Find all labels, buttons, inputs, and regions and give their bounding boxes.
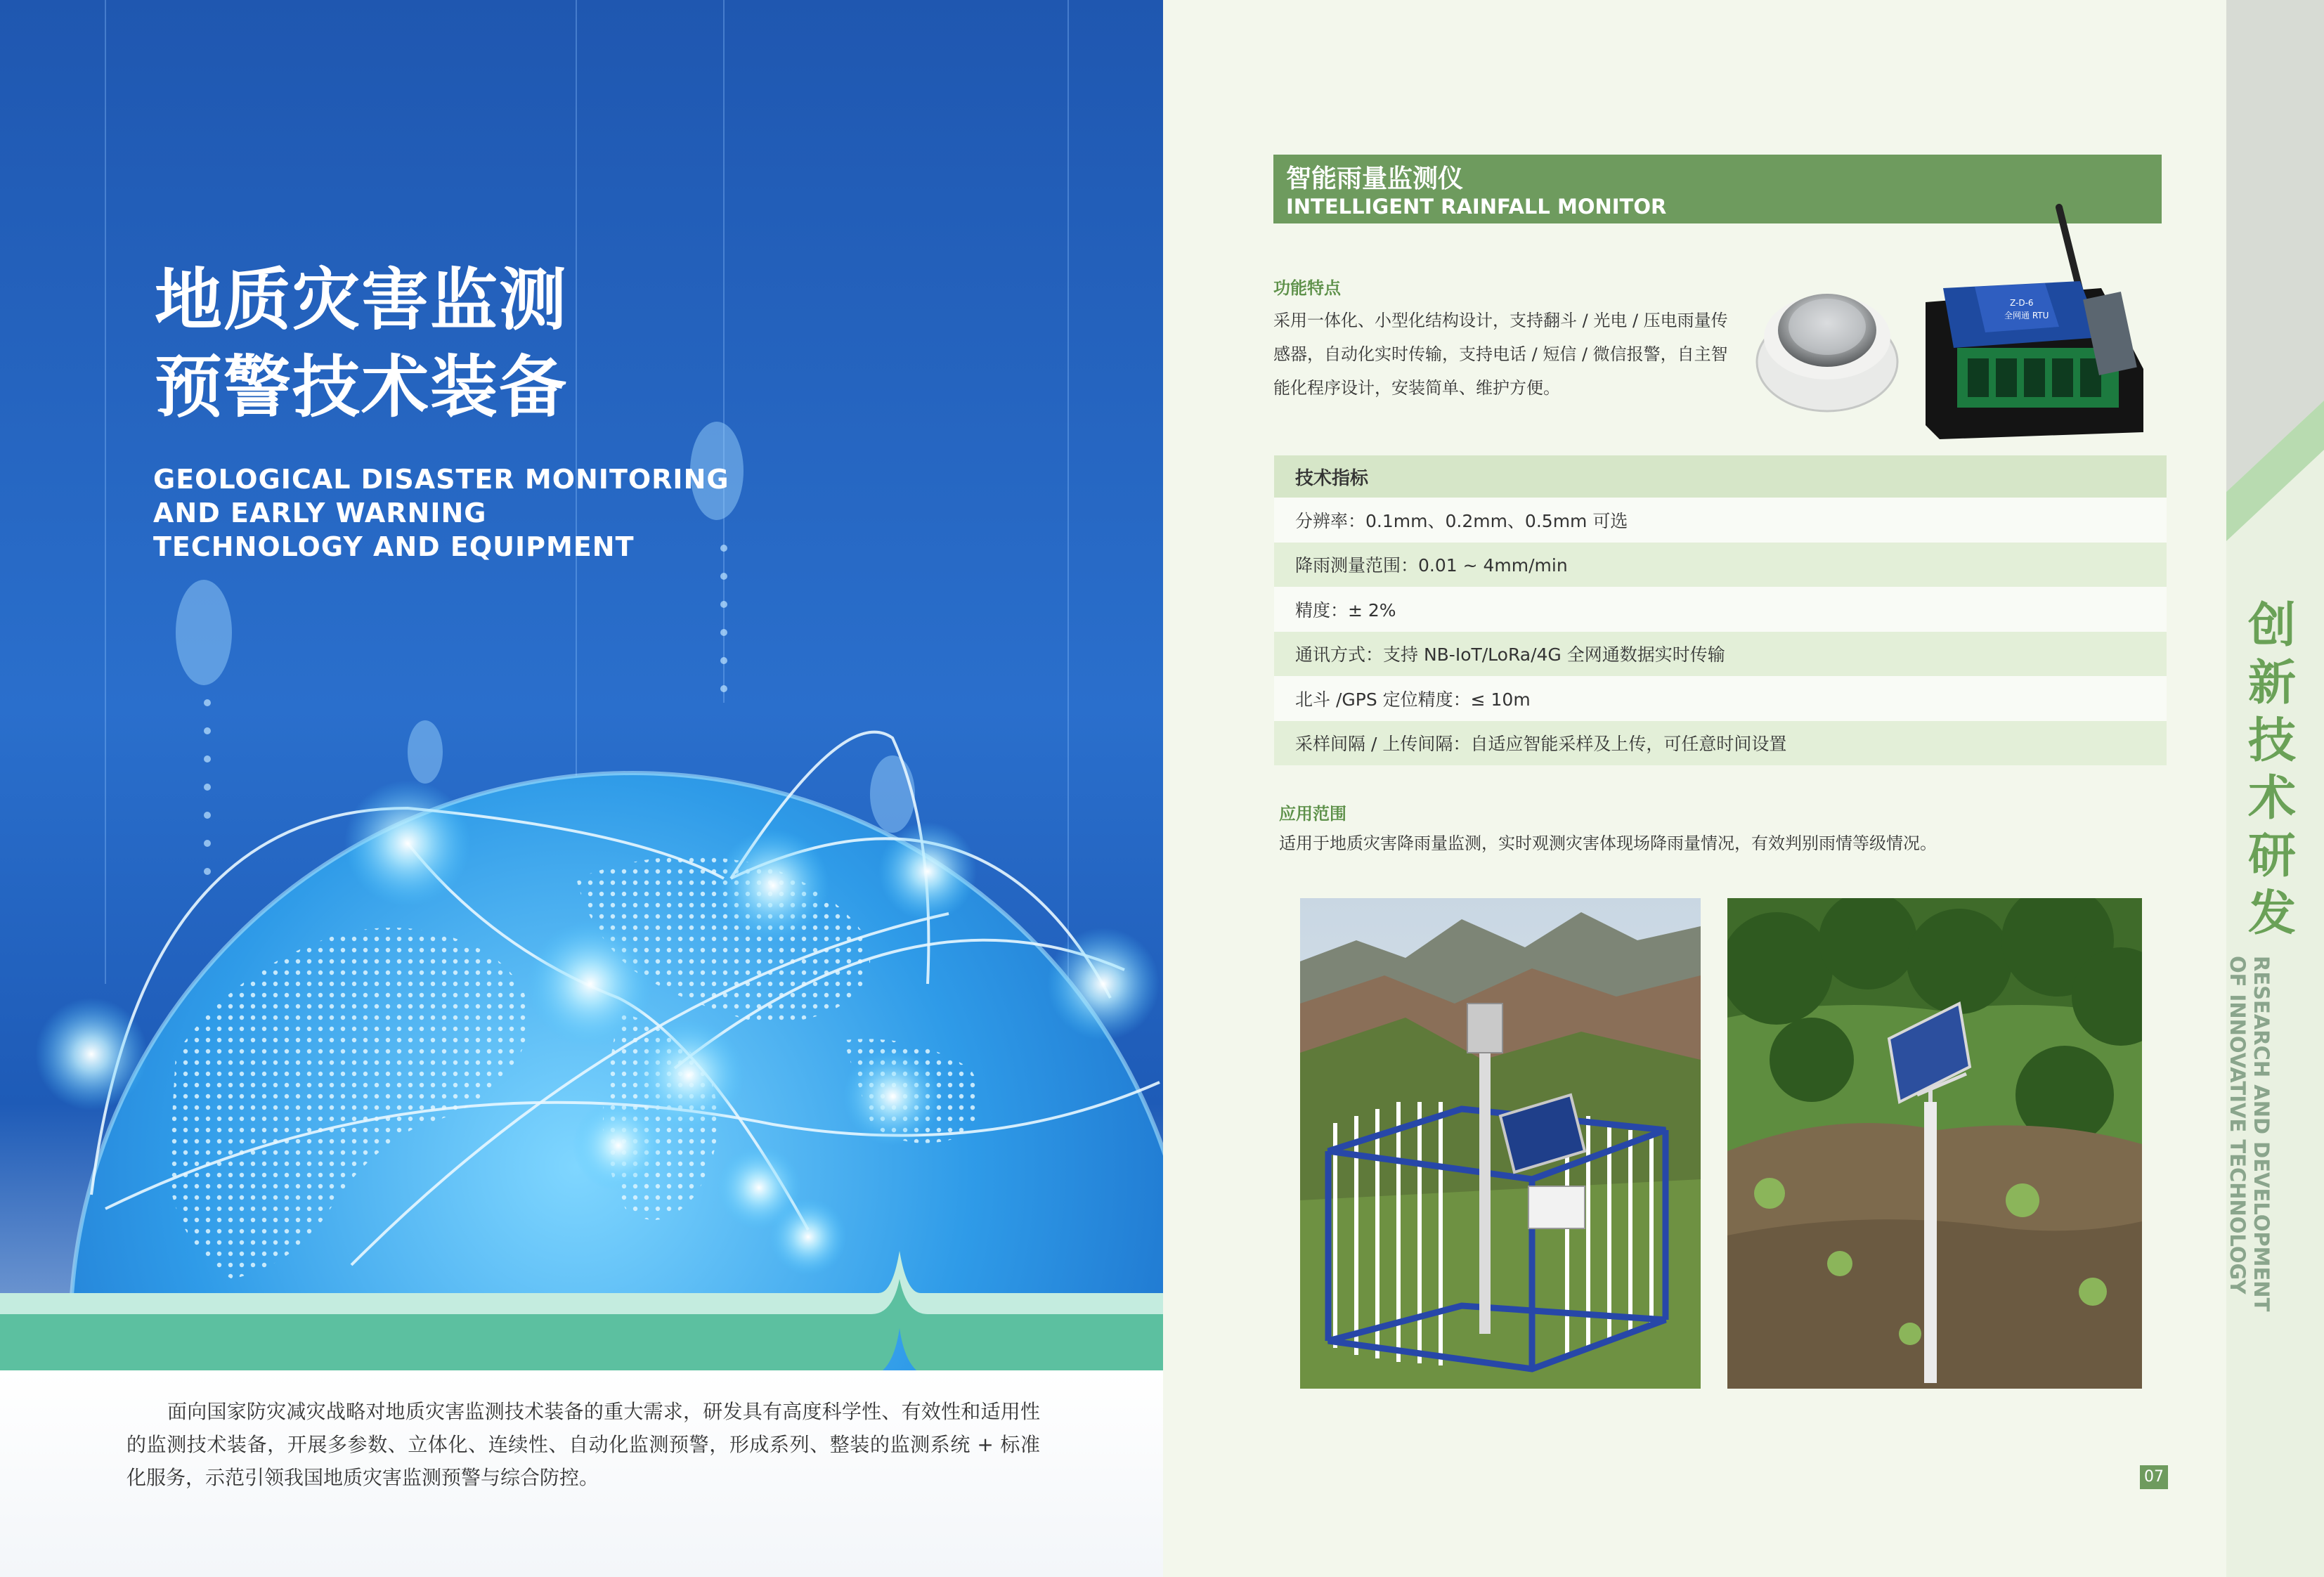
side-title-en-line-1: RESEARCH AND DEVELOPMENT — [2250, 956, 2273, 1312]
features-text: 采用一体化、小型化结构设计，支持翻斗 / 光电 / 压电雨量传感器，自动化实时传输，支持电话 / 短信 / 微信报警，自主智能化程序设计，安装简单、维护方便。 — [1273, 311, 1728, 398]
side-section-title-cn — [2247, 597, 2297, 943]
side-title-char: 创 — [2247, 598, 2296, 654]
cover-title-line-1: 地质灾害监测 — [155, 261, 568, 339]
cover-subtitle-line-1: GEOLOGICAL DISASTER MONITORING — [153, 464, 729, 495]
side-title-char: 技 — [2247, 713, 2296, 769]
cover-subtitle-line-3: TECHNOLOGY AND EQUIPMENT — [153, 531, 635, 562]
field-photo-forest-station — [1727, 898, 2142, 1389]
spec-table — [1274, 455, 2167, 765]
spec-row: 北斗 /GPS 定位精度：≤ 10m — [1274, 676, 2167, 721]
side-title-char: 研 — [2247, 829, 2296, 884]
side-title-char: 新 — [2247, 656, 2296, 711]
intro-paragraph: 面向国家防灾减灾战略对地质灾害监测技术装备的重大需求，研发具有高度科学性、有效性和适用性的监测技术装备，开展多参数、立体化、连续性、自动化监测预警，形成系列、整装的监测系统 + 标准化服务，示范引领我国地质灾害监测预警与综合防控。 — [126, 1400, 1040, 1489]
page-number: 07 — [2140, 1465, 2168, 1489]
cover-subtitle-line-2: AND EARLY WARNING — [153, 498, 487, 528]
cover-subtitle — [153, 462, 729, 564]
application-text: 适用于地质灾害降雨量监测，实时观测灾害体现场降雨量情况，有效判别雨情等级情况。 — [1279, 833, 1937, 853]
rtu-screen-label: 全网通 RTU — [2004, 311, 2049, 320]
side-title-en-line-2: OF INNOVATIVE TECHNOLOGY — [2226, 956, 2250, 1294]
rainfall-device-photo — [1750, 200, 2157, 446]
spec-row: 采样间隔 / 上传间隔：自适应智能采样及上传，可任意时间设置 — [1274, 721, 2167, 766]
application-label: 应用范围 — [1279, 804, 1346, 824]
field-photo-mountain-station — [1300, 898, 1701, 1389]
spec-table-title: 技术指标 — [1274, 455, 2167, 498]
spec-row: 降雨测量范围：0.01 ~ 4mm/min — [1274, 543, 2167, 588]
cover-title — [155, 257, 568, 431]
rtu-screen-model: Z-D-6 — [2010, 298, 2034, 308]
product-title-cn: 智能雨量监测仪 — [1286, 164, 1464, 193]
spec-row: 分辨率：0.1mm、0.2mm、0.5mm 可选 — [1274, 498, 2167, 543]
cover-title-line-2: 预警技术装备 — [155, 348, 568, 427]
product-title-en: INTELLIGENT RAINFALL MONITOR — [1286, 195, 1667, 219]
spec-row: 通讯方式：支持 NB-IoT/LoRa/4G 全网通数据实时传输 — [1274, 632, 2167, 677]
features-label: 功能特点 — [1273, 278, 1341, 298]
side-title-char: 术 — [2247, 771, 2296, 826]
side-section-title-en — [2224, 956, 2273, 1312]
spec-row: 精度：± 2% — [1274, 587, 2167, 632]
side-title-char: 发 — [2247, 886, 2296, 942]
